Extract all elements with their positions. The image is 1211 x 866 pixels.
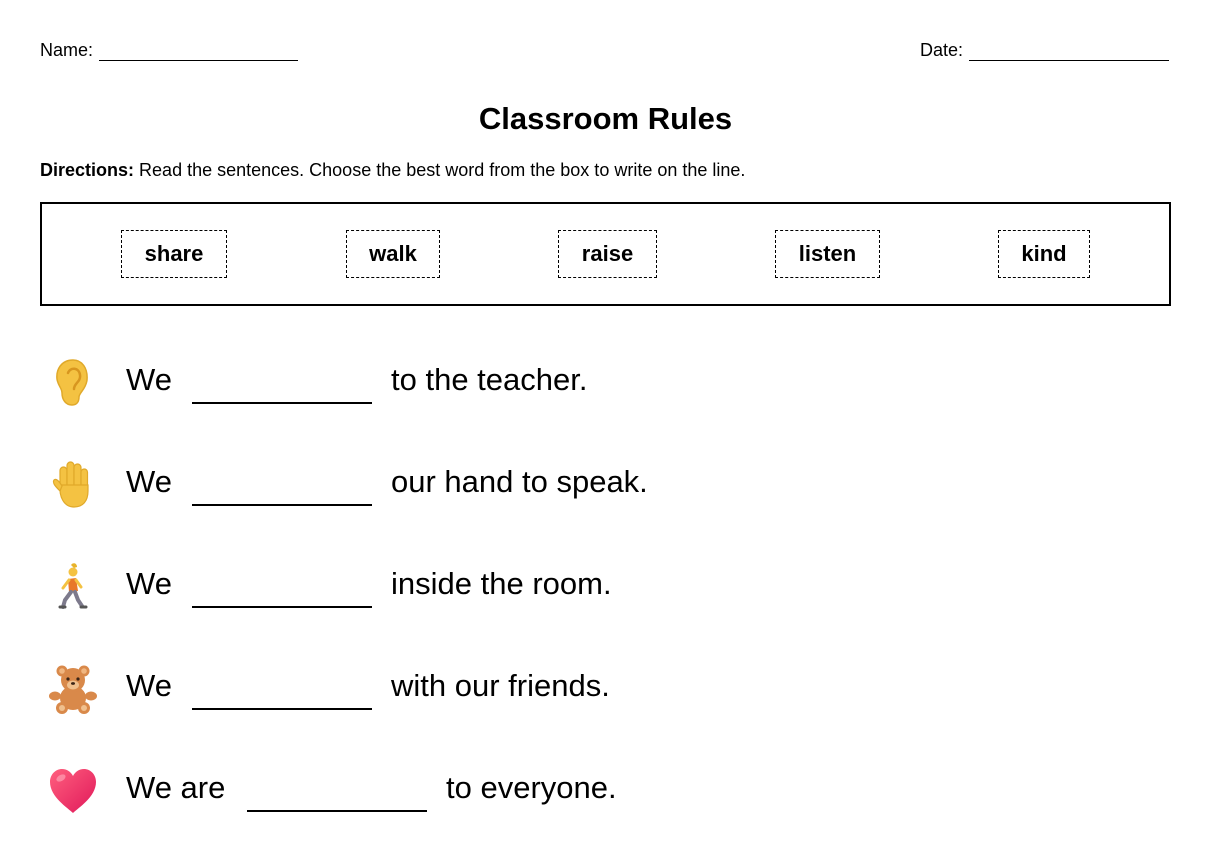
sentence-start: We [126,362,172,397]
sentence-row [0,755,1211,825]
sentence-start: We [126,668,172,703]
walking-person-icon [46,559,100,613]
answer-blank[interactable] [247,810,427,812]
worksheet-title: Classroom Rules [478,101,733,136]
word-bank-item: kind [998,230,1090,278]
directions [40,160,745,181]
directions-label: Directions: [40,160,135,180]
answer-blank[interactable] [192,402,372,404]
date-field [920,40,1169,61]
word-bank-item: walk [346,230,440,278]
answer-blank[interactable] [192,606,372,608]
date-blank-line [969,44,1169,61]
sentence-row [0,551,1211,621]
word-bank-item: share [121,230,227,278]
sentence-start: We [126,566,172,601]
sentence-row [0,653,1211,723]
teddy-bear-icon [46,661,100,715]
sentence-start: We are [126,770,226,805]
sentence-start: We [126,464,172,499]
name-blank-line [99,44,298,61]
word-bank-item: listen [775,230,880,278]
sentence-end: inside the room. [391,566,612,601]
name-field [40,40,298,61]
name-label: Name: [40,40,94,60]
date-label: Date: [920,40,964,60]
ear-icon [46,355,100,409]
word-bank-item: raise [558,230,657,278]
directions-text: Read the sentences. Choose the best word from the box to write on the line. [139,160,746,180]
sentence-row [0,449,1211,519]
sentence-end: to everyone. [446,770,617,805]
raised-hand-icon [46,457,100,511]
sentence-row [0,347,1211,417]
sentence-end: with our friends. [391,668,610,703]
word-bank [40,202,1171,306]
answer-blank[interactable] [192,708,372,710]
heart-icon [46,763,100,817]
answer-blank[interactable] [192,504,372,506]
sentence-end: to the teacher. [391,362,588,397]
sentence-end: our hand to speak. [391,464,648,499]
